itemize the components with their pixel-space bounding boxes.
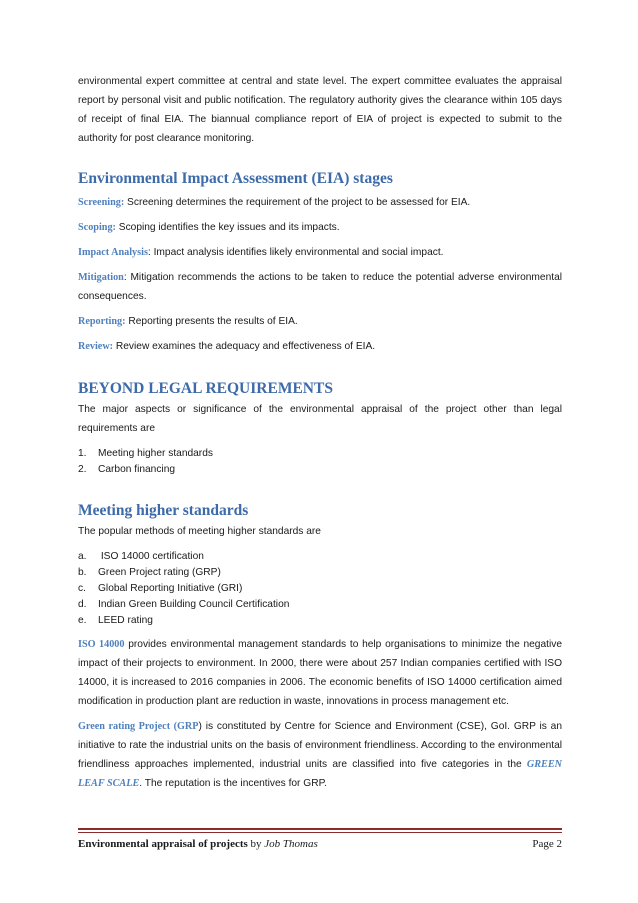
stage-label: Screening: [78, 197, 125, 208]
list-marker: a. [78, 551, 87, 562]
footer-by: by [247, 838, 265, 850]
list-marker: c. [78, 583, 86, 594]
grp-text-end: . The reputation is the incentives for GRP. [139, 778, 327, 789]
stage-text: Review examines the adequacy and effectiveness of EIA. [113, 341, 376, 352]
beyond-list [78, 446, 562, 478]
stage-review [78, 337, 562, 356]
grp-text: ) is constituted by Centre for Science and Environment (CSE), GoI. GRP is an initiative to rate the industrial units on the basis of environment friendliness. According to the environmental friendliness approaches implemented, industrial units are classified into five categories in the [78, 721, 563, 770]
list-marker: 1. [78, 448, 87, 459]
higher-intro: The popular methods of meeting higher standards are [78, 526, 321, 537]
beyond-heading: BEYOND LEGAL REQUIREMENTS [78, 380, 333, 397]
list-item-text: LEED rating [98, 615, 153, 626]
grp-paragraph [78, 717, 562, 793]
iso-label: ISO 14000 [78, 639, 125, 650]
stage-label: Scoping: [78, 222, 116, 233]
list-marker: d. [78, 599, 87, 610]
eia-heading: Environmental Impact Assessment (EIA) stages [78, 170, 393, 187]
iso-text: provides environmental management standards to help organisations to minimize the negative impact of their projects to environment. In 2000, there were about 257 Indian companies certified with ISO 14000, it is increased to 2016 companies in 2006. The economic benefits of ISO 14000 certification aimed modification in production plant are reduction in waste, innovations in process management etc. [78, 639, 562, 707]
page-footer [78, 836, 562, 852]
list-item-text: Carbon financing [98, 464, 176, 475]
stage-text: Reporting presents the results of EIA. [125, 316, 298, 327]
list-marker: b. [78, 567, 87, 578]
grp-label: Green rating Project (GRP [78, 721, 199, 732]
stage-label: Review: [78, 341, 114, 352]
stage-text: Scoping identifies the key issues and its impacts. [115, 222, 340, 233]
list-item [78, 446, 562, 462]
stage-label: Mitigation [78, 272, 124, 283]
page-content [78, 72, 562, 793]
page-number: Page 2 [532, 838, 562, 850]
footer-rule [78, 828, 562, 830]
higher-list [78, 549, 562, 629]
list-item-text: Meeting higher standards [98, 448, 213, 459]
footer-author: Job Thomas [264, 838, 318, 850]
higher-heading: Meeting higher standards [78, 502, 249, 519]
list-item-text: Indian Green Building Council Certification [98, 599, 290, 610]
list-item-text: Global Reporting Initiative (GRI) [98, 583, 243, 594]
list-item [78, 597, 562, 613]
beyond-intro: The major aspects or significance of the environmental appraisal of the project other than legal requirements are [78, 404, 562, 434]
footer-rule-thin [78, 832, 562, 833]
stage-mitigation [78, 268, 562, 306]
list-item-text: Green Project rating (GRP) [98, 567, 221, 578]
stage-text: : Mitigation recommends the actions to be taken to reduce the potential adverse environmental consequences. [78, 272, 562, 302]
stage-text: Screening determines the requirement of the project to be assessed for EIA. [124, 197, 471, 208]
list-item [78, 549, 562, 565]
stage-screening [78, 193, 562, 212]
list-item [78, 462, 562, 478]
footer-title-line [78, 836, 318, 852]
stage-label: Reporting: [78, 316, 126, 327]
list-item-text: ISO 14000 certification [98, 551, 204, 562]
list-marker: 2. [78, 464, 87, 475]
list-item [78, 581, 562, 597]
list-item [78, 565, 562, 581]
green-leaf-scale: GREEN LEAF SCALE [78, 759, 562, 789]
stage-reporting [78, 312, 562, 331]
intro-paragraph: environmental expert committee at central and state level. The expert committee evaluates the appraisal report by personal visit and public notification. The regulatory authority gives the clearance within 105 days of receipt of final EIA. The biannual compliance report of EIA of project is expected to submit to the authority for post clearance monitoring. [78, 76, 562, 144]
list-marker: e. [78, 615, 87, 626]
list-item [78, 613, 562, 629]
stage-scoping [78, 218, 562, 237]
footer-title: Environmental appraisal of projects [78, 838, 248, 850]
stage-text: : Impact analysis identifies likely environmental and social impact. [147, 247, 444, 258]
iso-paragraph [78, 635, 562, 711]
stage-impact-analysis [78, 243, 562, 262]
stage-label: Impact Analysis [78, 247, 148, 258]
